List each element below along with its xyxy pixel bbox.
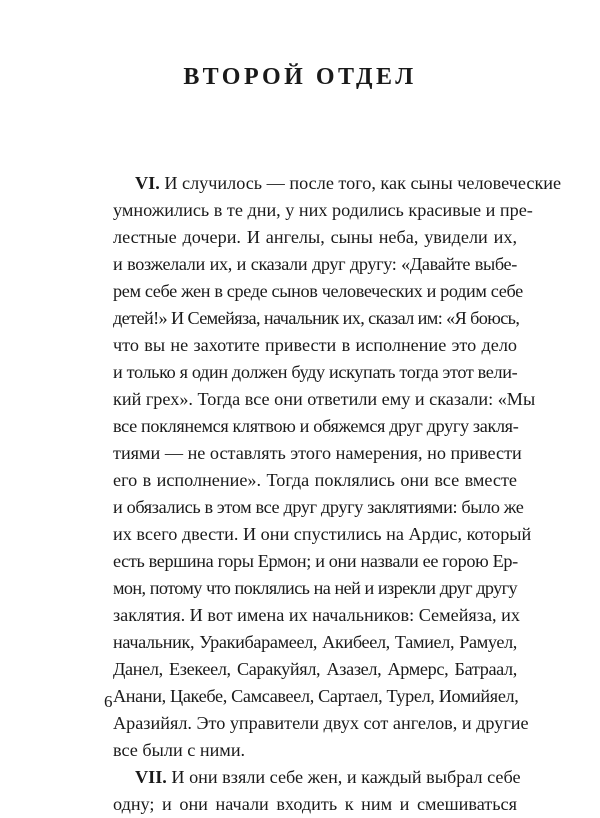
text-line: одну; и они начали входить к ним и смешиваться <box>113 794 517 814</box>
text-line: и только я один должен буду искупать тогда этот вели- <box>113 362 518 382</box>
text-line: его в исполнение». Тогда поклялись они все вместе <box>113 470 517 490</box>
text-line: детей!» И Семейяза, начальник их, сказал им: «Я боюсь, <box>113 308 520 328</box>
text-line: их всего двести. И они спустились на Ардис, который <box>113 524 532 544</box>
text-line: и обязались в этом все друг другу заклятиями: было же <box>113 497 524 517</box>
text-line: есть вершина горы Ермон; и они назвали ее горою Ер- <box>113 551 518 571</box>
text-line: тиями — не оставлять этого намерения, но привести <box>113 443 522 463</box>
text-line: Данел, Езекеел, Саракуйял, Азазел, Армерс, Батраал, <box>113 659 517 679</box>
section-title: ВТОРОЙ ОТДЕЛ <box>183 64 417 90</box>
line-text: И случилось — после того, как сыны человеческие <box>159 173 562 193</box>
text-line: все поклянемся клятвою и обяжемся друг другу закля- <box>113 416 519 436</box>
text-line: лестные дочери. И ангелы, сыны неба, увидели их, <box>113 227 517 247</box>
text-line: что вы не захотите привести в исполнение это дело <box>113 335 517 355</box>
text-line <box>113 764 521 791</box>
text-line: кий грех». Тогда все они ответили ему и сказали: «Мы <box>113 389 536 409</box>
text-line: заклятия. И вот имена их начальников: Семейяза, их <box>113 605 520 625</box>
text-line: все были с ними. <box>113 740 246 760</box>
text-line <box>113 170 562 197</box>
chapter-number: VI. <box>135 173 160 193</box>
text-line: рем себе жен в среде сынов человеческих и родим себе <box>113 281 523 301</box>
page-number: 6 <box>104 692 113 711</box>
text-line: мон, потому что поклялись на ней и изрекли друг другу <box>113 578 517 598</box>
text-line: Аразийял. Это управители двух сот ангелов, и другие <box>113 713 529 733</box>
body-text <box>113 170 562 818</box>
text-line: Анани, Цакебе, Самсавеел, Сартаел, Турел, Иомийяел, <box>113 686 519 706</box>
text-line: начальник, Уракибарамеел, Акибеел, Тамиел, Рамуел, <box>113 632 517 652</box>
text-line: и возжелали их, и сказали друг другу: «Давайте выбе- <box>113 254 517 274</box>
text-line: умножились в те дни, у них родились красивые и пре- <box>113 200 533 220</box>
line-text: И они взяли себе жен, и каждый выбрал себе <box>166 767 521 787</box>
chapter-number: VII. <box>135 767 167 787</box>
